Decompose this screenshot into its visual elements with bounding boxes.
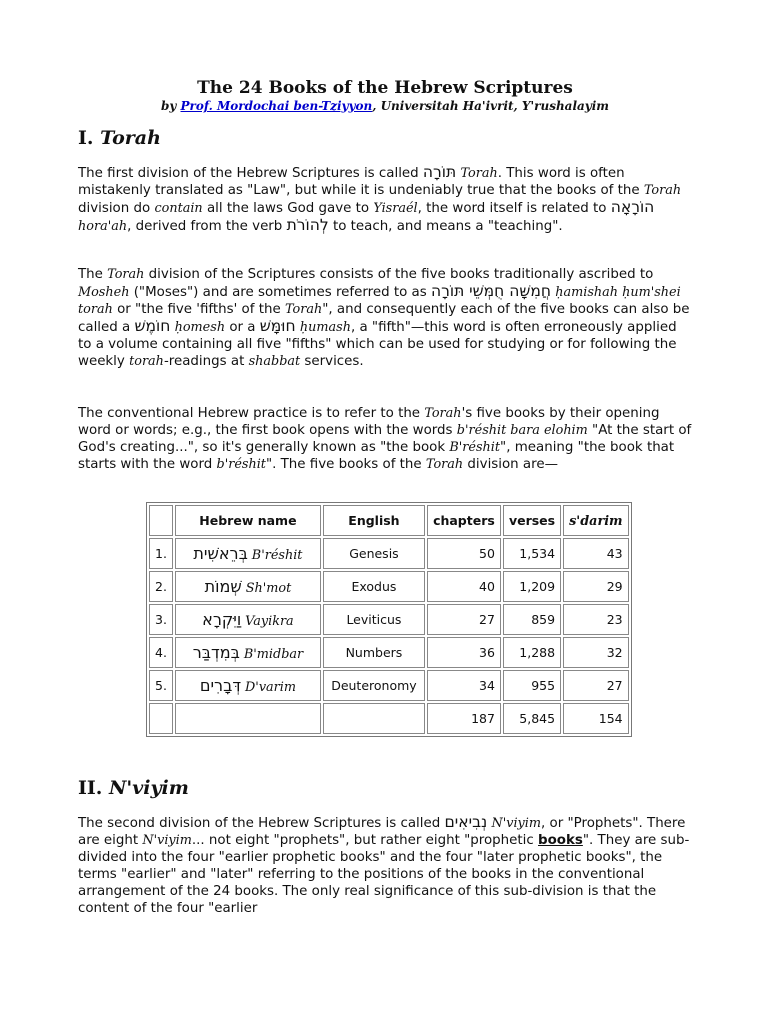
table-row: 4. בְּמִדְבַּר B'midbar Numbers 36 1,288 32 <box>149 637 629 668</box>
header-verses: verses <box>503 505 561 536</box>
paragraph-torah-3: The conventional Hebrew practice is to refer to the Torah's five books by their opening word or words; e.g., the first book opens with the words b'réshit bara elohim "At the start of God's creating...", so it's generally known as "the book B'réshit", meaning "the book that starts with the word b'réshit". The five books of the Torah division are— <box>78 406 692 472</box>
paragraph-torah-1: The first division of the Hebrew Scriptures is called תּוֹרָה Torah. This word is often mistakenly translated as "Law", but while it is undeniably true that the books of the Torah division do contain all the laws God gave to Yisraél, the word itself is related to הוֹרָאָה hora'ah, derived from the verb לְהוֹרֹת to teach, and means a "teaching". <box>78 163 682 234</box>
author-link[interactable]: Prof. Mordochai ben-Tziyyon <box>180 99 373 113</box>
total-chapters: 187 <box>427 703 501 734</box>
table-row: 5. דְּבָרִים D'varim Deuteronomy 34 955 27 <box>149 670 629 701</box>
total-verses: 5,845 <box>503 703 561 734</box>
header-chapters: chapters <box>427 505 501 536</box>
table-row: 1. בְּרֵאשִׁית B'réshit Genesis 50 1,534 43 <box>149 538 629 569</box>
page-title: The 24 Books of the Hebrew Scriptures <box>197 78 573 98</box>
table-row: 3. וַיִּקְרָא Vayikra Leviticus 27 859 23 <box>149 604 629 635</box>
header-english: English <box>323 505 425 536</box>
table-header-row <box>149 505 629 536</box>
header-index <box>149 505 173 536</box>
header-sdarim: s'darim <box>563 505 629 536</box>
header-hebrew-name: Hebrew name <box>175 505 321 536</box>
byline: by Prof. Mordochai ben-Tziyyon, Universitah Ha'ivrit, Y'rushalayim <box>160 99 610 113</box>
table-totals-row <box>149 703 629 734</box>
paragraph-torah-2: The Torah division of the Scriptures consists of the five books traditionally ascribed to Mosheh ("Moses") and are sometimes referred to as חֲמִשָּׁה חֻמְּשֵׁי תּוֹרָה ḥamishah ḥum'shei torah or "the five 'fifths' of the Torah", and consequently each of the five books can also be called a חוֹמֶשׁ ḥomesh or a חוּמָּשׁ ḥumash, a "fifth"—this word is often erroneously applied to a volume containing all five "fifths" which can be used for studying or for following the weekly torah-readings at shabbat services. <box>78 267 690 369</box>
paragraph-nviyim-1: The second division of the Hebrew Scriptures is called נְבִיאִים N'viyim, or "Prophets". There are eight N'viyim... not eight "prophets", but rather eight "prophetic books". They are sub-divided into the four "earlier prophetic books" and the four "later prophetic books", the terms "earlier" and "later" referring to the positions of the books in the conventional arrangement of the 24 books. The only real significance of this sub-division is that the content of the four "earlier <box>78 813 690 916</box>
torah-books-table <box>146 502 632 737</box>
table-row: 2. שְׁמוֹת Sh'mot Exodus 40 1,209 29 <box>149 571 629 602</box>
section-heading-torah: I. Torah <box>78 127 161 149</box>
section-heading-nviyim: II. N'viyim <box>78 777 189 799</box>
total-sdarim: 154 <box>563 703 629 734</box>
